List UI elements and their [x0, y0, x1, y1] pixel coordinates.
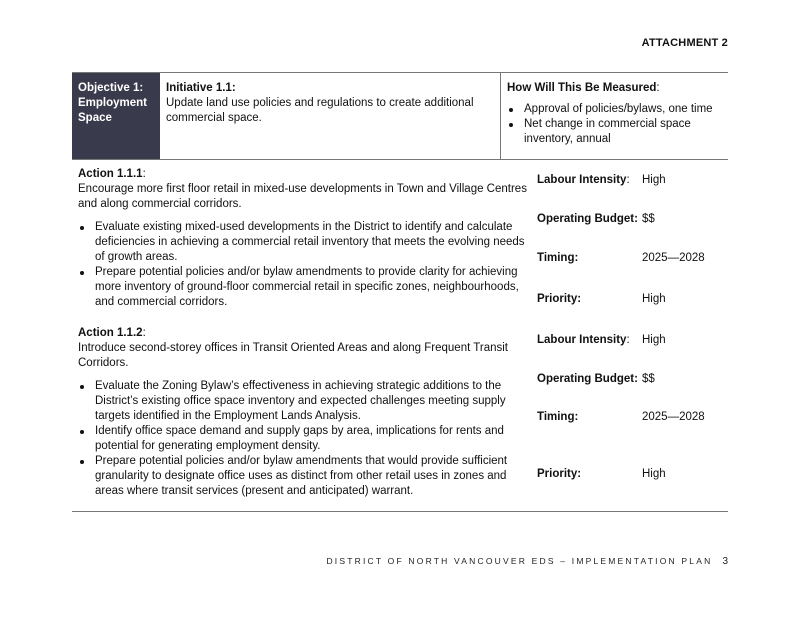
labour-intensity-label [537, 333, 630, 348]
action-heading [78, 167, 530, 182]
labour-intensity-value: High [642, 174, 666, 186]
action-title: Action 1.1.2 [78, 327, 143, 339]
measurement-list [507, 102, 722, 147]
labour-intensity-value: High [642, 334, 666, 346]
action-bullet: Prepare potential policies and/or bylaw amendments that would provide sufficient granularity to designate office uses as distinct from other retail uses in zones and areas where transit services (present and anticipated) warrant. [78, 454, 530, 499]
action-title-colon: : [142, 327, 146, 339]
initiative-text: Update land use policies and regulations to create additional commercial space. [166, 97, 474, 124]
priority-value: High [642, 293, 666, 305]
measurement-heading [507, 81, 722, 96]
priority-label: Priority: [537, 468, 582, 480]
objective-name-line2: Space [78, 112, 112, 124]
page-footer [300, 556, 728, 567]
initiative-cell [160, 73, 501, 159]
action-title: Action 1.1.1 [78, 168, 143, 180]
action-bullet: Evaluate the Zoning Bylaw’s effectiveness in achieving strategic additions to the District’s existing office space inventory and expected challenges meeting supply targets identified in the Employment Lands Analysis. [78, 379, 530, 424]
action-heading [78, 326, 530, 341]
measurement-item: Net change in commercial space inventory, annual [507, 117, 722, 147]
action-bullets [78, 220, 530, 310]
action-bullet: Evaluate existing mixed-used developments in the District to identify and calculate deficiencies in achieving a commercial retail inventory that meets the evolving needs of growth areas. [78, 220, 530, 265]
timing-value: 2025—2028 [642, 411, 705, 423]
initiative-title: Initiative 1.1: [166, 82, 236, 94]
page-number: 3 [722, 556, 728, 567]
timing-value: 2025—2028 [642, 252, 705, 264]
action-bullet: Identify office space demand and supply gaps by area, implications for rents and potential for generating employment density. [78, 424, 530, 454]
measurement-cell [501, 73, 728, 159]
measurement-item: Approval of policies/bylaws, one time [507, 102, 722, 117]
objective-name-line1: Employment [78, 97, 148, 109]
action-description: Introduce second-storey offices in Transit Oriented Areas and along Frequent Transit Corridors. [78, 342, 508, 369]
objective-cell [72, 73, 160, 159]
initiative-header-table [72, 72, 728, 160]
action-1-1-2 [78, 326, 530, 499]
operating-budget-label: Operating Budget: [537, 373, 638, 385]
objective-label: Objective 1: [78, 82, 144, 94]
operating-budget-value: $$ [642, 373, 655, 385]
action-title-colon: : [142, 168, 146, 180]
timing-label: Timing: [537, 252, 579, 264]
operating-budget-value: $$ [642, 213, 655, 225]
measurement-title: How Will This Be Measured [507, 82, 657, 94]
priority-value: High [642, 468, 666, 480]
labour-intensity-colon: : [626, 174, 630, 186]
labour-intensity-label-text: Labour Intensity [537, 334, 627, 346]
labour-intensity-label [537, 173, 630, 188]
priority-label: Priority: [537, 293, 582, 305]
operating-budget-label: Operating Budget: [537, 213, 638, 225]
footer-text: DISTRICT OF NORTH VANCOUVER EDS – IMPLEMENTATION PLAN [326, 556, 713, 566]
action-description: Encourage more first floor retail in mixed-use developments in Town and Village Centres and along commercial corridors. [78, 183, 527, 210]
bottom-divider [72, 511, 728, 512]
action-bullet: Prepare potential policies and/or bylaw amendments to provide clarity for achieving more inventory of ground-floor commercial retail in specific zones, neighbourhoods, and commercial corridors. [78, 265, 530, 310]
action-1-1-1 [78, 167, 530, 310]
measurement-colon: : [656, 82, 660, 94]
attachment-label: ATTACHMENT 2 [641, 37, 728, 49]
labour-intensity-colon: : [626, 334, 630, 346]
action-bullets [78, 379, 530, 499]
timing-label: Timing: [537, 411, 579, 423]
labour-intensity-label-text: Labour Intensity [537, 174, 627, 186]
